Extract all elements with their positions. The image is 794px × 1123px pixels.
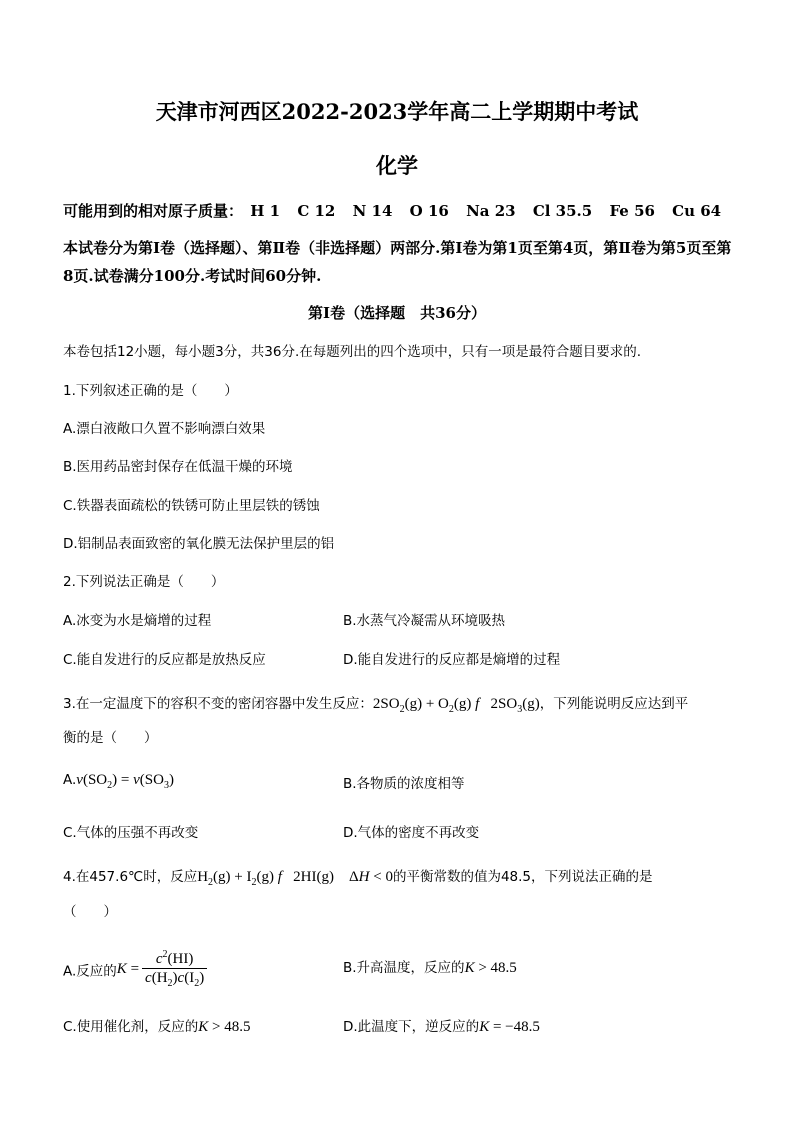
atomic-mass-item: Fe 56 [609, 202, 655, 220]
question-4-option-d-value: 48.5 [513, 1019, 540, 1035]
question-4-option-a-fraction: $\frac{c^2(HI)}{c(H_2)c(I_2)}$ [142, 946, 207, 993]
question-4-option-d: D.此温度下，逆反应的K = −48.5 [343, 1019, 540, 1035]
question-4-option-b-label: B.升高温度，反应的 [343, 960, 465, 976]
atomic-mass-item: Cl 35.5 [532, 202, 593, 220]
question-4-option-d-label: D.此温度下，逆反应的 [343, 1019, 480, 1035]
atomic-mass-item: Na 23 [466, 202, 516, 220]
question-1-option-a: A.漂白液敞口久置不影响漂白效果 [63, 421, 266, 437]
question-4-option-c: C.使用催化剂，反应的K > 48.5 [63, 1019, 251, 1035]
question-4-option-c-label: C.使用催化剂，反应的 [63, 1019, 199, 1035]
atomic-mass-item: Cu 64 [672, 202, 722, 220]
exam-title: 天津市河西区2022-2023学年高二上学期期中考试 [155, 99, 639, 124]
question-4-option-b-value: 48.5 [490, 960, 517, 976]
question-3-option-c: C.气体的压强不再改变 [63, 825, 199, 841]
question-3-stem-post: ，下列能说明反应达到平 [539, 696, 689, 712]
question-3-stem-pre: 3.在一定温度下的容积不变的密闭容器中发生反应： [63, 696, 373, 712]
question-3-equation: $2SO_2(g) + O_2(g)$ f $2SO_3(g)$ [372, 696, 540, 715]
question-3-stem-line2: 衡的是（ ） [63, 730, 158, 746]
question-2-option-c: C.能自发进行的反应都是放热反应 [63, 652, 266, 668]
question-2-stem: 2.下列说法正确是（ ） [63, 574, 225, 590]
question-4-option-b: B.升高温度，反应的K > 48.5 [343, 960, 517, 976]
section-title: 第Ⅰ卷（选择题 共36分） [308, 304, 486, 322]
question-4-option-a: A.反应的K = $\frac{c^2(HI)}{c(H_2)c(I_2)}$ [63, 946, 210, 993]
question-1-stem: 1.下列叙述正确的是（ ） [63, 383, 238, 399]
atomic-masses-label: 可能用到的相对原子质量： [63, 202, 244, 220]
question-3-option-b: B.各物质的浓度相等 [343, 776, 465, 792]
question-4-stem-pre: 4.在457.6℃时，反应 [63, 869, 198, 885]
question-3-option-a-expression: $v(SO_2) = v(SO_3)$ [76, 772, 174, 791]
atomic-masses [63, 200, 733, 221]
atomic-mass-item: C 12 [297, 202, 336, 220]
subject-title: 化学 [376, 153, 418, 178]
question-4-option-c-value: 48.5 [224, 1019, 251, 1035]
question-1-option-c: C.铁器表面疏松的铁锈可防止里层铁的锈蚀 [63, 498, 320, 514]
question-3-option-d: D.气体的密度不再改变 [343, 825, 480, 841]
question-3-stem [63, 692, 688, 715]
question-4-stem-line2: （ ） [63, 904, 117, 920]
question-4-equation: $H_2(g) + I_2(g)$ f 2HI(g) ΔH < 0 [197, 869, 393, 888]
question-2-option-d: D.能自发进行的反应都是熵增的过程 [343, 652, 561, 668]
section-description: 本卷包括12小题，每小题3分，共36分.在每题列出的四个选项中，只有一项是最符合题目要求的. [63, 344, 642, 360]
question-2-option-a: A.冰变为水是熵增的过程 [63, 613, 212, 629]
atomic-mass-item: O 16 [409, 202, 449, 220]
atomic-mass-item: H 1 [250, 202, 281, 220]
question-4-option-a-label: A.反应的 [63, 963, 117, 980]
exam-intro: 本试卷分为第Ⅰ卷（选择题）、第Ⅱ卷（非选择题）两部分.第Ⅰ卷为第1页至第4页，第Ⅱ卷为第5页至第8页.试卷满分100分.考试时间60分钟. [63, 239, 732, 285]
question-1-option-b: B.医用药品密封保存在低温干燥的环境 [63, 459, 293, 475]
question-1-option-d: D.铝制品表面致密的氧化膜无法保护里层的铝 [63, 536, 335, 552]
question-4-stem-post: 的平衡常数的值为48.5，下列说法正确的是 [392, 869, 653, 885]
atomic-mass-item: N 14 [352, 202, 393, 220]
question-4-stem [63, 865, 653, 888]
question-3-option-a-label: A. [63, 772, 77, 788]
question-3-option-a [63, 772, 174, 791]
question-2-option-b: B.水蒸气冷凝需从环境吸热 [343, 613, 506, 629]
